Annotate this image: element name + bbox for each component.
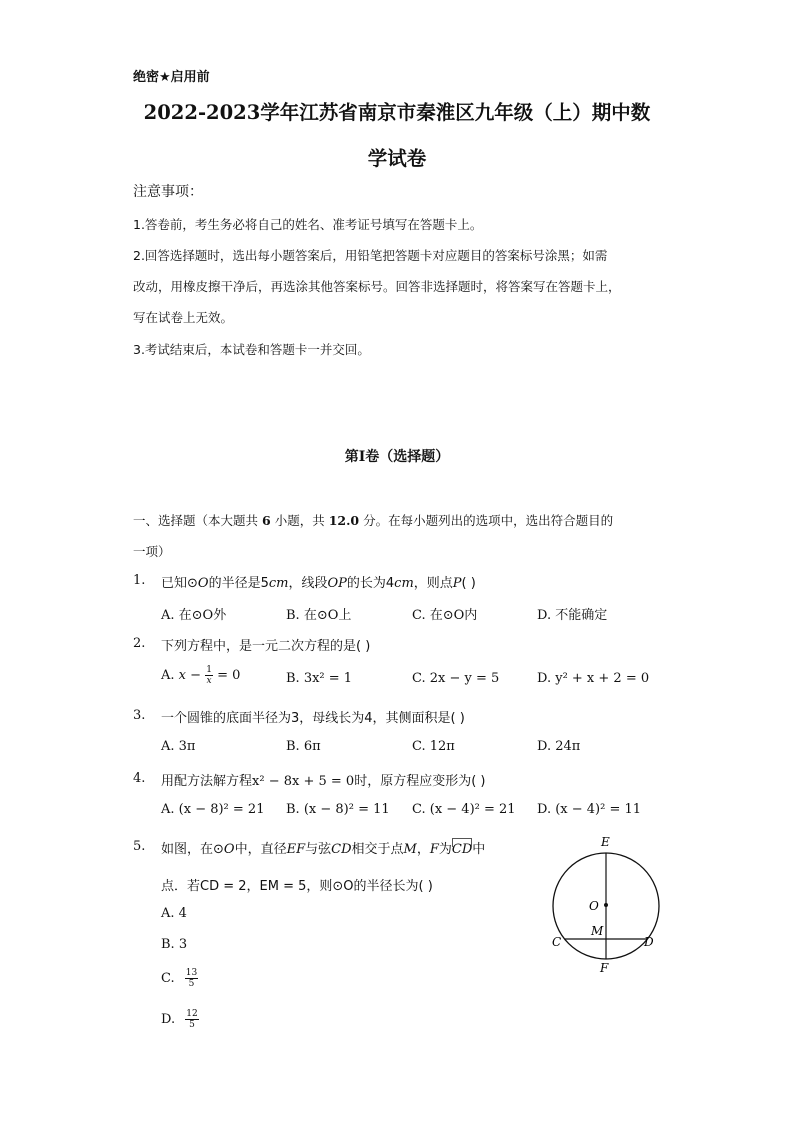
question-number: 2. (133, 636, 146, 651)
q2-option-c: C. 2x − y = 5 (412, 671, 500, 686)
question-number: 1. (133, 573, 146, 588)
question-5-stem-line2: 点．若CD = 2，EM = 5，则⊙O的半径长为( ) (161, 879, 433, 894)
q4-option-b: B. (x − 8)² = 11 (286, 802, 390, 817)
q5-option-c: C. $\frac{13}{5}$ (161, 968, 198, 989)
part1-instructions-line2: 一项） (133, 544, 171, 559)
notice-item-3: 3.考试结束后，本试卷和答题卡一并交回。 (133, 342, 370, 357)
notice-heading: 注意事项： (133, 184, 203, 200)
part1-instructions-line1: 一、选择题（本大题共 6 小题，共 12.0 分。在每小题列出的选项中，选出符合题目的 (133, 513, 614, 528)
q5-option-b: B. 3 (161, 937, 188, 952)
question-2-stem: 下列方程中，是一元二次方程的是( ) (161, 639, 371, 654)
label-e: E (601, 835, 610, 849)
q1-option-c: C. 在⊙O内 (412, 608, 478, 623)
circle-figure (541, 833, 671, 981)
notice-item-2-line3: 写在试卷上无效。 (133, 310, 234, 325)
q3-option-a: A. 3π (161, 739, 196, 754)
question-1-stem: 已知⊙O的半径是5cm，线段OP的长为4cm，则点P( ) (161, 576, 476, 591)
notice-item-2-line1: 2.回答选择题时，选出每小题答案后，用铅笔把答题卡对应题目的答案标号涂黑；如需 (133, 248, 608, 263)
label-o: O (589, 899, 599, 913)
q4-option-c: C. (x − 4)² = 21 (412, 802, 516, 817)
q2-option-d: D. y² + x + 2 = 0 (537, 671, 650, 686)
section-title: 第I卷（选择题） (344, 449, 450, 465)
notice-item-2-line2: 改动，用橡皮擦干净后，再选涂其他答案标号。回答非选择题时，将答案写在答题卡上， (133, 279, 621, 294)
q1-option-b: B. 在⊙O上 (286, 608, 352, 623)
question-5-stem-line1: 如图，在⊙O中，直径EF与弦CD相交于点M，F为CD中 (161, 842, 486, 857)
label-f: F (600, 961, 609, 975)
confidential-label: 绝密★启用前 (133, 70, 210, 85)
q2-option-a: A. x − $\frac{1}{x}$ = 0 (161, 665, 241, 686)
q1-option-a: A. 在⊙O外 (161, 608, 227, 623)
label-m: M (591, 924, 604, 938)
q3-option-b: B. 6π (286, 739, 321, 754)
center-point (604, 903, 608, 907)
q5-option-d: D. $\frac{12}{5}$ (161, 1009, 198, 1030)
question-number: 4. (133, 771, 146, 786)
q5-option-a: A. 4 (161, 906, 187, 921)
question-3-stem: 一个圆锥的底面半径为3，母线长为4，其侧面积是( ) (161, 711, 465, 726)
q3-option-d: D. 24π (537, 739, 581, 754)
question-4-stem: 用配方法解方程x² − 8x + 5 = 0时，原方程应变形为( ) (161, 774, 486, 789)
question-number: 3. (133, 708, 146, 723)
paper-title-line2: 学试卷 (367, 147, 427, 170)
q2-option-b: B. 3x² = 1 (286, 671, 353, 686)
label-c: C (552, 935, 562, 949)
question-number: 5. (133, 839, 146, 854)
q4-option-a: A. (x − 8)² = 21 (161, 802, 265, 817)
q1-option-d: D. 不能确定 (537, 608, 608, 623)
label-d: D (644, 935, 654, 949)
q3-option-c: C. 12π (412, 739, 455, 754)
notice-item-1: 1.答卷前，考生务必将自己的姓名、准考证号填写在答题卡上。 (133, 217, 483, 232)
q4-option-d: D. (x − 4)² = 11 (537, 802, 642, 817)
paper-title-line1: 2022-2023学年江苏省南京市秦淮区九年级（上）期中数 (143, 101, 651, 124)
